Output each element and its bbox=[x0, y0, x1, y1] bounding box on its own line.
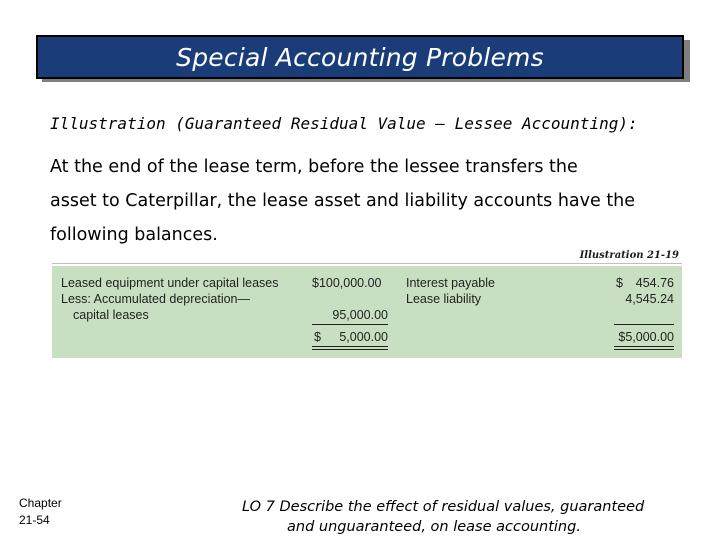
title-bar bbox=[36, 35, 684, 79]
leased-equipment-amount: $100,000.00 bbox=[312, 276, 382, 290]
right-total-amount: $5,000.00 bbox=[618, 330, 674, 344]
illustration-number: Illustration 21-19 bbox=[579, 250, 679, 261]
chapter-reference bbox=[19, 495, 62, 529]
right-total-double-rule bbox=[614, 346, 674, 350]
accumulated-depreciation-amount: 95,000.00 bbox=[332, 308, 388, 322]
chapter-label: Chapter bbox=[19, 496, 62, 510]
body-paragraph bbox=[50, 150, 690, 252]
left-total-double-rule bbox=[312, 346, 388, 350]
illustration-divider bbox=[52, 263, 682, 264]
balances-table bbox=[52, 266, 682, 358]
body-line-2: asset to Caterpillar, the lease asset and liability accounts have the bbox=[50, 191, 636, 211]
learning-objective-line-2: and unguaranteed, on lease accounting. bbox=[287, 519, 581, 535]
body-line-1: At the end of the lease term, before the lessee transfers the bbox=[50, 157, 578, 177]
learning-objective-line-1: LO 7 Describe the effect of residual values, guaranteed bbox=[242, 499, 645, 515]
capital-leases-label: capital leases bbox=[73, 308, 149, 322]
slide-title: Special Accounting Problems bbox=[176, 42, 544, 72]
learning-objective bbox=[242, 497, 702, 537]
subtotal-rule bbox=[312, 324, 388, 325]
interest-payable-dollar-sign: $ bbox=[616, 276, 623, 290]
left-total-dollar-sign: $ bbox=[314, 330, 321, 344]
illustration-heading: Illustration (Guaranteed Residual Value – Lessee Accounting): bbox=[50, 114, 638, 133]
right-subtotal-rule bbox=[614, 324, 674, 325]
interest-payable-amount: 454.76 bbox=[635, 276, 674, 290]
body-line-3: following balances. bbox=[50, 225, 218, 245]
interest-payable-label: Interest payable bbox=[406, 276, 495, 290]
left-total-amount: 5,000.00 bbox=[339, 330, 388, 344]
page-number: 21-54 bbox=[19, 513, 50, 527]
lease-liability-amount: 4,545.24 bbox=[625, 292, 674, 306]
accumulated-depreciation-label: Less: Accumulated depreciation— bbox=[61, 292, 250, 306]
leased-equipment-label: Leased equipment under capital leases bbox=[61, 276, 279, 290]
lease-liability-label: Lease liability bbox=[406, 292, 482, 306]
